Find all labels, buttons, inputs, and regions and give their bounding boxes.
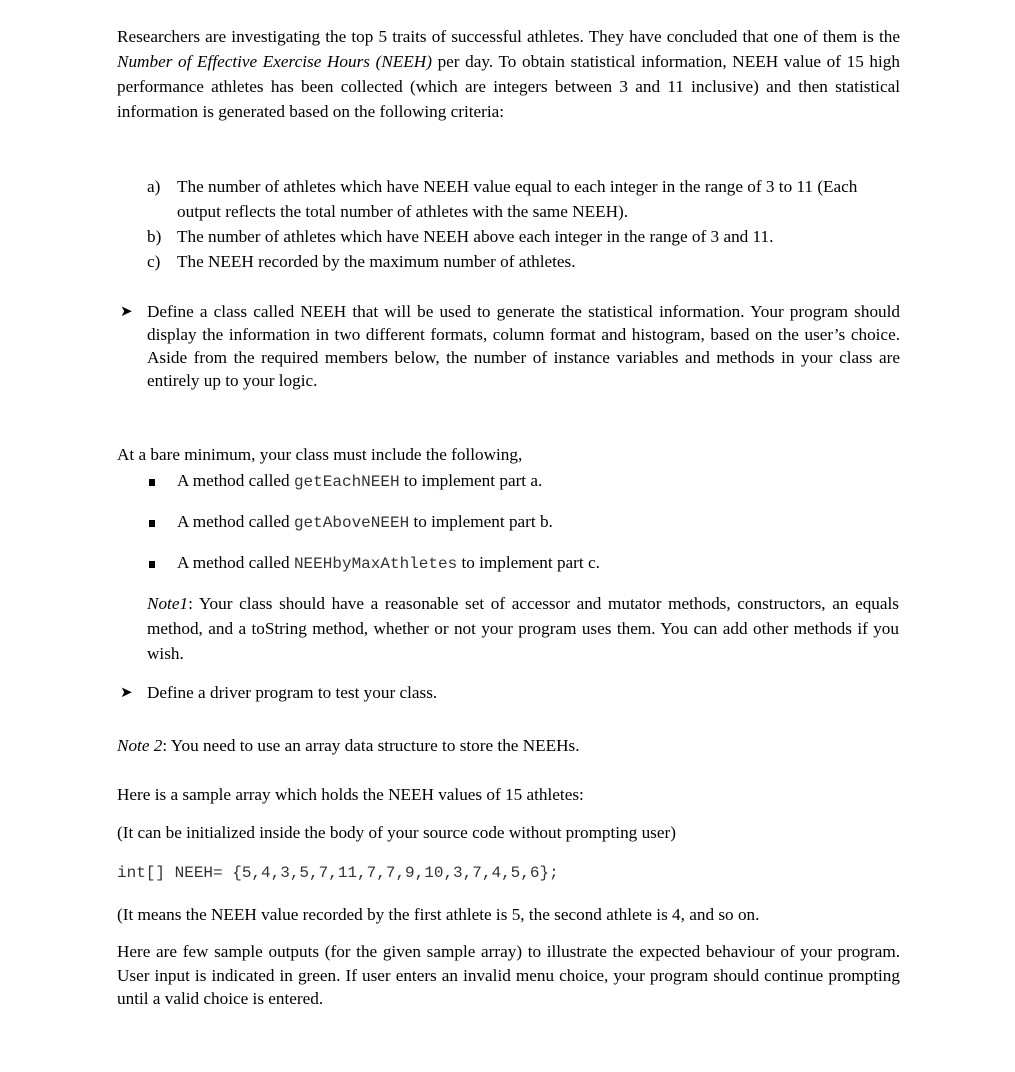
intro-paragraph [117,24,900,124]
criteria-text: The number of athletes which have NEEH value equal to each integer in the range of 3 to 11 (Each output reflects the total number of athletes with the same NEEH). [177,177,858,221]
criteria-list [147,174,899,274]
requirement-prefix: A method called [177,512,294,531]
method-name: NEEHbyMaxAthletes [293,555,458,573]
requirement-suffix: to implement part b. [409,512,553,531]
sample-intro: Here is a sample array which holds the NEEH values of 15 athletes: [117,785,584,804]
requirement-item [147,468,899,495]
requirement-item [147,509,899,536]
note2-label: Note 2 [117,736,163,755]
criteria-text: The number of athletes which have NEEH above each integer in the range of 3 and 11. [177,227,774,246]
code-line: int[] NEEH= {5,4,3,5,7,11,7,7,9,10,3,7,4,5,6}; [117,864,559,882]
requirement-prefix: A method called [177,471,294,490]
requirement-item [147,550,899,577]
note1-paragraph [147,591,899,666]
method-name: getAboveNEEH [293,514,410,532]
init-note: (It can be initialized inside the body of your source code without prompting user) [117,823,676,842]
criteria-item [147,249,899,274]
minimum-intro: At a bare minimum, your class must include the following, [117,445,523,464]
square-bullet-icon [147,473,177,491]
requirement-suffix: to implement part a. [399,471,543,490]
define-driver-item [117,681,900,706]
note1-text: : Your class should have a reasonable set of accessor and mutator methods, constructors, an equals method, and a toString method, whether or not your program uses them. You can add other methods if you wish. [147,594,899,663]
requirement-suffix: to implement part c. [457,553,600,572]
outputs-note: Here are few sample outputs (for the given sample array) to illustrate the expected behaviour of your program. User input is indicated in green. If user enters an invalid menu choice, your program should continue prompting until a valid choice is entered. [117,942,900,1008]
define-class-text: Define a class called NEEH that will be used to generate the statistical information. Your program should display the information in two different formats, column format and histogram, based on the user’s choice. Aside from the required members below, the number of instance variables and methods in your class are entirely up to your logic. [147,302,900,390]
define-driver-text: Define a driver program to test your class. [147,683,438,702]
criteria-item [147,224,899,249]
meaning-note: (It means the NEEH value recorded by the first athlete is 5, the second athlete is 4, and so on. [117,905,760,924]
define-class-item [117,300,900,392]
criteria-text: The NEEH recorded by the maximum number of athletes. [177,252,576,271]
criteria-item [147,174,899,224]
intro-term: Number of Effective Exercise Hours (NEEH) [117,52,432,71]
square-bullet-icon [147,555,177,573]
criteria-label: a) [147,177,161,196]
intro-text-1: Researchers are investigating the top 5 traits of successful athletes. They have concluded that one of them is the [117,27,900,46]
arrow-bullet-icon: ➤ [120,304,133,320]
note1-label: Note1 [147,594,189,613]
square-bullet-icon [147,514,177,532]
intro-text-2: per day. To obtain statistical information, NEEH value of 15 high performance athletes has been collected (which are integers between 3 and 11 inclusive) and then statistical information is generated based on the following criteria: [117,52,900,121]
note2-text: : You need to use an array data structure to store the NEEHs. [162,736,580,755]
method-name: getEachNEEH [293,473,400,491]
criteria-label: b) [147,227,162,246]
arrow-bullet-icon: ➤ [120,685,133,701]
criteria-label: c) [147,252,161,271]
note2-paragraph [117,733,900,758]
requirement-prefix: A method called [177,553,294,572]
